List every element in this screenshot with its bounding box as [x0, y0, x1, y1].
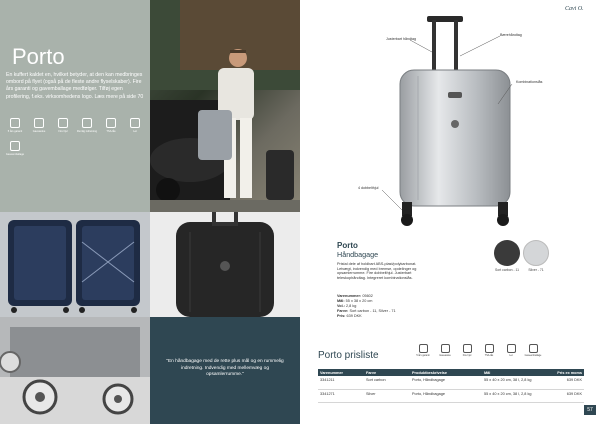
product-description: Pristal dele af holdbart ABS-plast/polykarbonat. Letvægt, indvendig med bremse, opdelinger og opsamlerrumme. Fire dobbelthjul. Justerbart teleskophåndtag. Integreret kombinationslås. — [337, 262, 417, 280]
wheels-photo — [0, 317, 150, 424]
page-title: Porto — [12, 44, 65, 69]
intro-panel — [0, 0, 150, 212]
col-header: Varenummer — [318, 369, 364, 376]
quote-text: "En håndbagage med de rette plus mål og en rummelig indretning. Indvendig med mellemvæg og opsamlerrumme." — [166, 359, 284, 378]
brand-logo: Cavi O. — [565, 6, 584, 12]
giftbox-icon — [34, 118, 44, 128]
space-icon — [82, 118, 92, 128]
feature-giftbox: Gaveæske — [28, 118, 50, 133]
giftwrap-icon — [529, 344, 538, 353]
cell: 55 x 40 x 20 cm, 38 l, 2,8 kg — [482, 389, 546, 402]
product-title: Porto — [337, 241, 358, 250]
cell: Silver — [364, 389, 410, 402]
pricelist-icon: Let — [502, 344, 520, 358]
feature-icons — [4, 118, 148, 164]
cell: 3341211 — [318, 376, 364, 389]
interior-photo — [0, 212, 150, 317]
pricelist-title: Porto prisliste — [318, 350, 379, 361]
giftwrap-icon — [10, 141, 20, 151]
lock-icon — [106, 118, 116, 128]
callout-handle-side: Bærehåndtag — [500, 33, 522, 37]
feather-icon — [130, 118, 140, 128]
col-header: Produktbeskrivelse — [410, 369, 482, 376]
quote-box — [150, 317, 300, 424]
feature-wheels: Fire hjul — [52, 118, 74, 133]
pricelist-icon: Gaveemballage — [524, 344, 542, 358]
pricelist-icon: Fire hjul — [458, 344, 476, 358]
swatch-silver-label: Silver - 71 — [528, 268, 544, 272]
spec-row: Vol.: 2,8 kg — [337, 304, 357, 308]
price-table — [318, 369, 584, 403]
giftbox-icon — [441, 344, 450, 353]
cell: 639 DKK — [546, 376, 584, 389]
callout-handle-top: Justerbart håndtag — [386, 37, 416, 41]
pricelist-icon: Gaveæske — [436, 344, 454, 358]
pricelist-icons — [414, 344, 546, 358]
closeup-illustration — [150, 212, 300, 317]
feather-icon — [507, 344, 516, 353]
table-row — [318, 376, 584, 389]
callout-wheels: 4 dobbelthjul — [358, 186, 379, 190]
product-specs — [337, 294, 437, 319]
col-header: Farve — [364, 369, 410, 376]
interior-illustration — [0, 212, 150, 317]
warranty-icon — [419, 344, 428, 353]
col-header: Mål — [482, 369, 546, 376]
lifestyle-photo-illustration — [150, 0, 300, 212]
lock-icon — [485, 344, 494, 353]
spec-row: Varenummer: 05602 — [337, 294, 373, 298]
spec-row: Pris: 639 DKK — [337, 314, 362, 318]
table-row — [318, 389, 584, 402]
col-header: Pris ex moms — [546, 369, 584, 376]
spec-row: Farve: Sort carbon - 11, Silver - 71 — [337, 309, 396, 313]
cell: Porto, Håndbagage — [410, 376, 482, 389]
spec-row: Mål: 55 x 38 x 20 cm — [337, 299, 373, 303]
wheels-icon — [58, 118, 68, 128]
feature-giftwrap: Gaveemballage — [4, 141, 26, 156]
feature-warranty: 5 års garanti — [4, 118, 26, 133]
lifestyle-photo — [150, 0, 300, 212]
cell: Porto, Håndbagage — [410, 389, 482, 402]
table-header-row — [318, 369, 584, 376]
intro-text: En kuffert kaldet en, hvilket betyder, at den kan medbringes ombord på flyet (også på de fleste andre flyselskaber). Fire års garanti og gavemballage medfølger. Tilføj egen profilering, f.eks. virksomhedens logo. Læs mere på side 70 — [6, 72, 144, 100]
page-number: 57 — [584, 405, 596, 415]
warranty-icon — [10, 118, 20, 128]
cell: 639 DKK — [546, 389, 584, 402]
product-subtitle: Håndbagage — [337, 250, 379, 259]
closeup-photo — [150, 212, 300, 317]
feature-light: Let — [124, 118, 146, 133]
feature-lock: TSA-lås — [100, 118, 122, 133]
pricelist-icon: TSA-lås — [480, 344, 498, 358]
cell: 55 x 40 x 20 cm, 38 l, 2,8 kg — [482, 376, 546, 389]
swatch-black[interactable] — [494, 240, 520, 266]
suitcase-illustration — [380, 12, 550, 232]
wheels-icon — [463, 344, 472, 353]
cell: Sort carbon — [364, 376, 410, 389]
swatch-black-label: Sort carbon - 11 — [494, 268, 520, 272]
pricelist-icon: 5 års garanti — [414, 344, 432, 358]
swatch-silver[interactable] — [523, 240, 549, 266]
feature-space: Rumlig indretning — [76, 118, 98, 133]
wheels-illustration — [0, 317, 150, 424]
callout-lock: Kombinationslås — [516, 80, 543, 84]
cell: 3341271 — [318, 389, 364, 402]
